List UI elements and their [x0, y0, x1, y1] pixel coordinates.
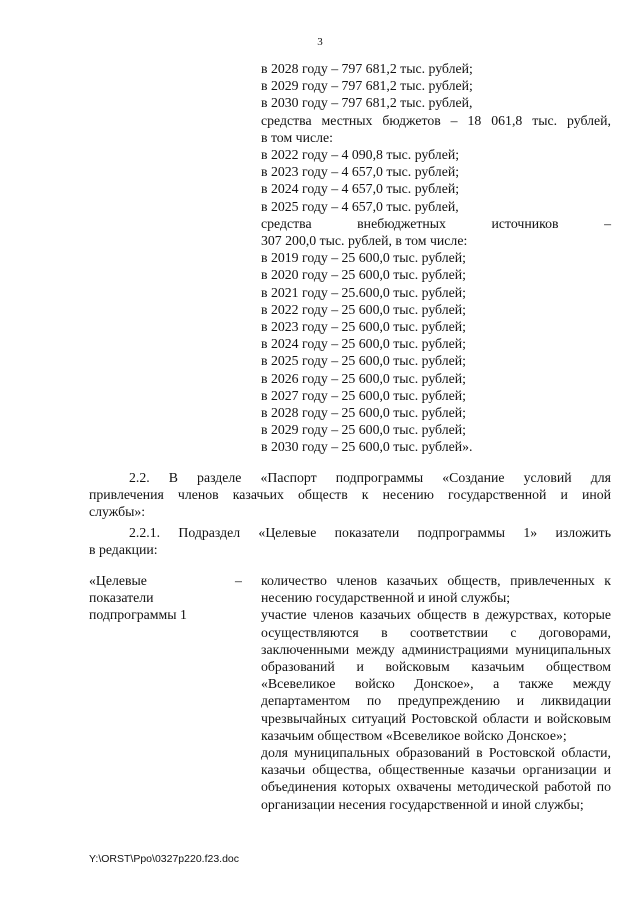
- indicator-item: участие членов казачьих обществ в дежурствах, которые осуществляются в соответствии с договорами, заключенными между администрациями муниципальных образований и войсковым казачьим обществом «Всевеликое войско Донское», а также между департаментом по предупреждению и ликвидации чрезвычайных ситуаций Ростовской области и войсковым казачьим обществом «Всевеликое войско Донское»;: [261, 607, 611, 743]
- funding-line: в 2021 году – 25.600,0 тыс. рублей;: [261, 284, 466, 300]
- paragraph-line: в редакции:: [89, 542, 158, 558]
- funding-line: в 2025 году – 4 657,0 тыс. рублей,: [261, 198, 459, 214]
- paragraph-2-2-1: [89, 524, 611, 558]
- extra-budget-line: 307 200,0 тыс. рублей, в том числе:: [261, 233, 468, 249]
- indicators-list: [261, 572, 611, 813]
- indicator-item: количество членов казачьих обществ, привлеченных к несению государственной и иной службы;: [261, 573, 611, 606]
- indicator-item: доля муниципальных образований в Ростовской области, казачьи общества, общественные казачьи организации и объединения которых охвачены методической работой по организации несения государственной и иной службы;: [261, 745, 611, 812]
- funding-line: в 2024 году – 4 657,0 тыс. рублей;: [261, 181, 460, 197]
- funding-line: в 2023 году – 25 600,0 тыс. рублей;: [261, 319, 466, 335]
- extra-budget-word: внебюджетных: [357, 215, 446, 231]
- paragraph-2-2: [89, 469, 611, 521]
- paragraph-line: службы»:: [89, 504, 146, 520]
- local-budget-line: средства местных бюджетов – 18 061,8 тыс. рублей,: [261, 112, 611, 128]
- funding-line: в 2024 году – 25 600,0 тыс. рублей;: [261, 336, 466, 352]
- funding-line: в 2026 году – 25 600,0 тыс. рублей;: [261, 370, 466, 386]
- funding-line: в 2027 году – 25 600,0 тыс. рублей;: [261, 387, 466, 403]
- extra-budget-word: –: [604, 215, 611, 231]
- funding-line: в 2028 году – 25 600,0 тыс. рублей;: [261, 405, 466, 421]
- funding-line: в 2022 году – 25 600,0 тыс. рублей;: [261, 301, 466, 317]
- funding-line: в 2029 году – 25 600,0 тыс. рублей;: [261, 422, 466, 438]
- paragraph-line: привлечения членов казачьих обществ к несению государственной и иной: [89, 487, 611, 503]
- funding-line: в 2022 году – 4 090,8 тыс. рублей;: [261, 147, 460, 163]
- local-budget-line: в том числе:: [261, 129, 333, 145]
- funding-line: в 2030 году – 25 600,0 тыс. рублей».: [261, 439, 473, 455]
- indicators-dash: –: [235, 573, 242, 588]
- funding-line: в 2030 году – 797 681,2 тыс. рублей,: [261, 95, 473, 111]
- extra-budget-word: источников: [491, 215, 559, 231]
- footer-file-path: Y:\ORST\Ppo\0327p220.f23.doc: [89, 853, 240, 865]
- funding-line: в 2028 году – 797 681,2 тыс. рублей;: [261, 61, 473, 76]
- paragraph-line: 2.2. В разделе «Паспорт подпрограммы «Создание условий для: [129, 470, 611, 485]
- indicators-label-line: «Целевые: [89, 573, 147, 588]
- extra-budget-word: средства: [261, 215, 312, 231]
- indicators-label-line: подпрограммы 1: [89, 607, 187, 623]
- indicators-label: [89, 572, 199, 624]
- funding-block: [261, 60, 611, 456]
- indicators-label-line: показатели: [89, 590, 154, 606]
- funding-line: в 2029 году – 797 681,2 тыс. рублей;: [261, 78, 473, 94]
- extra-budget-line: [261, 215, 611, 232]
- page-number: 3: [317, 36, 323, 48]
- funding-line: в 2025 году – 25 600,0 тыс. рублей;: [261, 353, 466, 369]
- funding-line: в 2020 году – 25 600,0 тыс. рублей;: [261, 267, 466, 283]
- funding-line: в 2023 году – 4 657,0 тыс. рублей;: [261, 164, 460, 180]
- paragraph-line: 2.2.1. Подраздел «Целевые показатели подпрограммы 1» изложить: [129, 525, 611, 540]
- funding-line: в 2019 году – 25 600,0 тыс. рублей;: [261, 250, 466, 266]
